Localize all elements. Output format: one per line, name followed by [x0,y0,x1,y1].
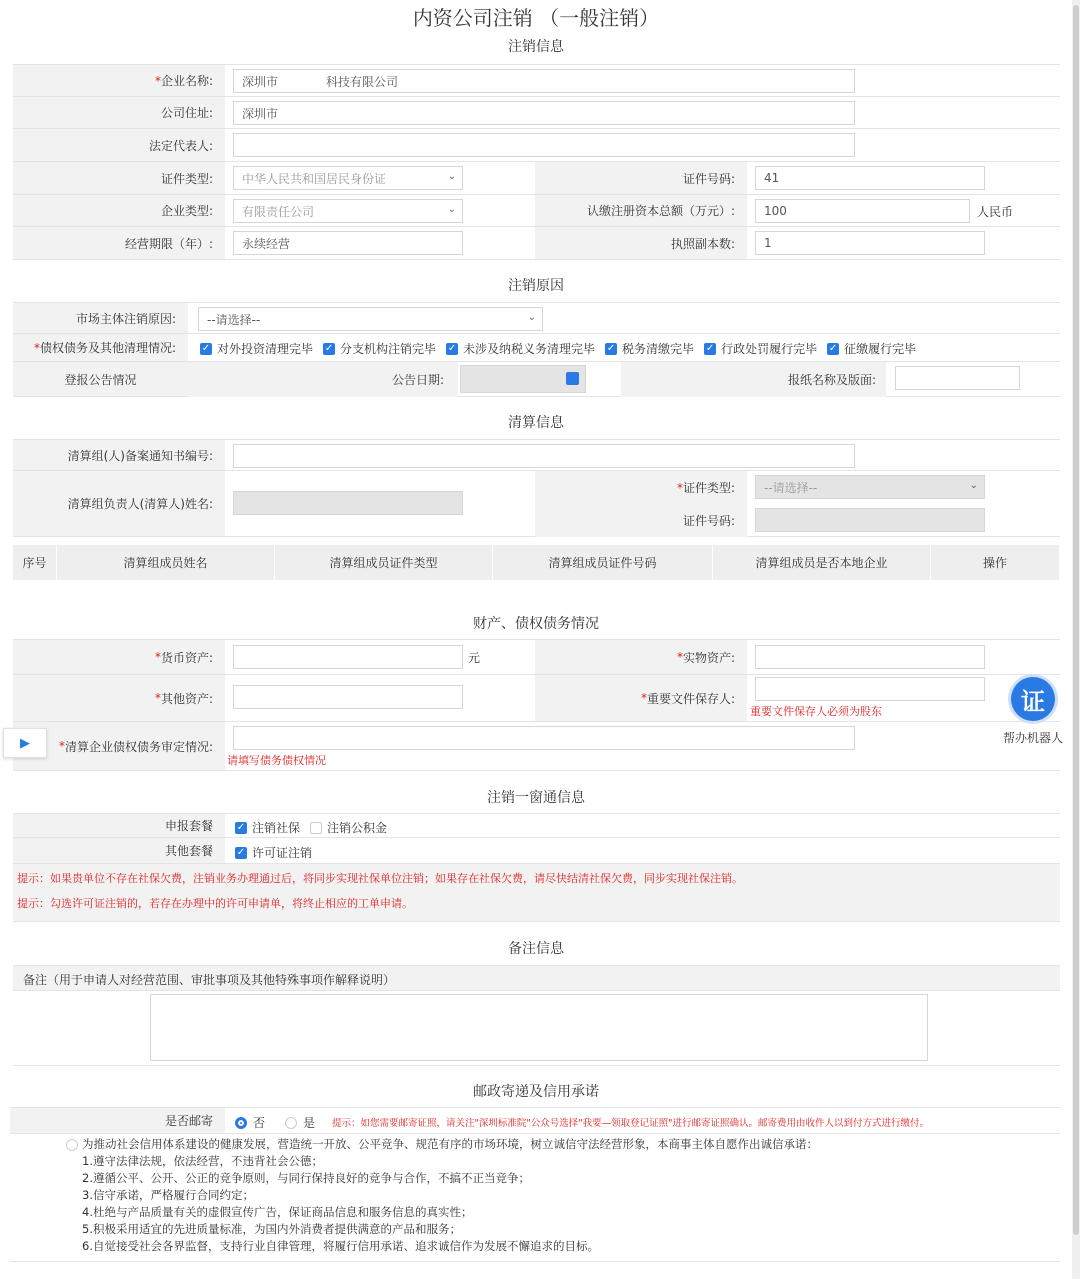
row-other-package [13,838,1060,864]
row-address [13,97,1060,129]
debts-label: * 债权债务及其他清理情况: [13,334,188,361]
th-member-id-type: 清算组成员证件类型 [275,545,493,580]
section-title-remarks: 备注信息 [508,941,564,957]
debts-checkbox-group [200,340,926,357]
section-title-cancel-reason: 注销原因 [508,278,564,294]
debt-checkbox-3[interactable]: ✓ 未涉及纳税义务清理完毕 [447,342,596,356]
mail-tip: 提示：如您需要邮寄证照，请关注"深圳标准院"公众号选择"我要—领取登记证照"进行邮寄证照确认。邮寄费用由收件人以到付方式进行缴付。 [332,1118,929,1129]
company-name-label: * 企业名称: [13,65,225,96]
promise-item: 6.自觉接受社会各界监督，支持行业自律管理，将履行信用承诺、追求诚信作为发展不懈追求的目标。 [82,1239,599,1253]
copies-input[interactable]: 1 [755,231,985,255]
promise-item: 1.遵守法律法规，依法经营，不违背社会公德； [82,1154,323,1168]
review-tip: 请填写债务债权情况 [227,754,326,767]
keeper-input[interactable] [755,677,985,701]
row-mail [10,1107,1060,1134]
copies-label: 执照副本数: [535,227,747,259]
other-assets-input[interactable] [233,685,463,709]
license-cancel-checkbox[interactable]: ✓ 许可证注销 [236,846,313,860]
row-review [13,722,1060,771]
section-title-one-window: 注销一窗通信息 [487,790,585,806]
chevron-down-icon: ⌄ [969,480,978,491]
th-actions: 操作 [931,545,1060,580]
row-announcement [13,362,1060,397]
promise-item: 2.遵循公平、公开、公正的竞争原则，与同行保持良好的竞争与合作，不搞不正当竞争； [82,1171,530,1185]
notice-no-input[interactable] [233,444,855,468]
other-assets-label: * 其他资产: [13,675,225,721]
review-label: * 清算企业债权债务审定情况: [13,722,225,770]
paper-input[interactable] [895,366,1020,390]
radio-unchecked-icon [285,1117,297,1129]
row-reason [13,302,1060,334]
package-options [235,819,397,836]
checkbox-checked-icon: ✓ [828,342,838,354]
legal-rep-input[interactable] [233,133,855,157]
currency-unit: 元 [468,651,481,665]
term-input[interactable]: 永续经营 [233,231,463,255]
row-debts [13,334,1060,362]
row-legal-rep [13,129,1060,162]
row-package [13,813,1060,838]
checkbox-unchecked-icon [310,822,322,834]
promise-text [82,1136,818,1255]
debt-checkbox-4[interactable]: ✓ 税务清缴完毕 [606,342,695,356]
checkbox-checked-icon: ✓ [236,821,246,833]
capital-input[interactable]: 100 [755,199,970,223]
page-title: 内资公司注销 （一般注销） [412,6,660,30]
other-package-label: 其他套餐 [13,838,225,863]
checkbox-checked-icon: ✓ [324,342,334,354]
other-package-options [235,844,322,861]
th-member-id-no: 清算组成员证件号码 [493,545,713,580]
th-index: 序号 [13,545,57,580]
reason-label: 市场主体注销原因: [13,303,188,333]
row-id [13,162,1060,195]
chevron-down-icon: ⌄ [447,204,456,215]
notice-no-label: 清算组(人)备案通知书编号: [13,440,225,470]
promise-intro: 为推动社会信用体系建设的健康发展，营造统一开放、公平竞争、规范有序的市场环境，树立诚信守法经营形象，本商事主体自愿作出诚信承诺： [82,1137,818,1151]
reason-select[interactable]: --请选择-- ⌄ [198,307,543,331]
leader-id-type-select[interactable]: --请选择-- ⌄ [755,475,985,499]
debt-checkbox-2[interactable]: ✓ 分支机构注销完毕 [324,342,437,356]
robot-label[interactable]: 帮办机器人 [1003,731,1064,745]
keeper-tip: 重要文件保存人必须为股东 [750,705,882,718]
keeper-label: * 重要文件保存人: [535,675,747,721]
th-member-local: 清算组成员是否本地企业 [713,545,931,580]
capital-label: 认缴注册资本总额（万元）: [535,195,747,226]
cancel-housing-fund-checkbox[interactable]: 注销公积金 [310,819,387,836]
id-number-input[interactable]: 41 [755,166,985,190]
scrollbar-thumb[interactable] [1073,5,1079,1235]
promise-item: 3.信守承诺，严格履行合同约定； [82,1188,254,1202]
promise-agree-radio[interactable] [66,1139,78,1151]
social-security-tip: 提示：如果贵单位不存在社保欠费，注销业务办理通过后，将同步实现社保单位注销；如果存在社保欠费，请尽快结清社保欠费，同步实现社保注销。 [17,872,743,885]
paper-label: 报纸名称及版面: [621,362,886,397]
radio-checked-icon [235,1117,247,1129]
currency-label: * 货币资产: [13,640,225,674]
promise-item: 5.积极采用适宜的先进质量标准，为国内外消费者提供满意的产品和服务； [82,1222,461,1236]
row-company-name [13,64,1060,97]
leader-name-input[interactable] [233,491,463,515]
promise-panel [10,1134,1060,1262]
expand-panel-icon[interactable]: ▶︎ [3,728,47,758]
legal-rep-label: 法定代表人: [13,129,225,161]
row-leader [13,471,1060,537]
address-input[interactable]: 深圳市 [233,101,855,125]
announcement-label: 登报公告情况 [13,362,188,396]
announce-date-input[interactable] [460,365,586,393]
calendar-icon[interactable] [566,372,579,385]
physical-label: * 实物资产: [535,640,747,674]
row-currency [13,639,1060,675]
company-type-select[interactable]: 有限责任公司 ⌄ [233,199,463,223]
section-title-postal: 邮政寄递及信用承诺 [473,1084,599,1100]
promise-item: 4.杜绝与产品质量有关的虚假宣传广告，保证商品信息和服务信息的真实性； [82,1205,473,1219]
section-title-liquidation: 清算信息 [508,415,564,431]
physical-input[interactable] [755,645,985,669]
row-one-window-tips [13,864,1060,922]
row-term [13,227,1060,260]
checkbox-checked-icon: ✓ [236,846,246,858]
row-notice-no [13,439,1060,471]
id-type-label: 证件类型: [13,162,225,194]
members-table-header [13,545,1060,580]
robot-assistant-icon[interactable]: 证 [1011,677,1055,721]
row-company-type [13,195,1060,227]
leader-id-no-input[interactable] [755,508,985,532]
company-type-label: 企业类型: [13,195,225,226]
th-member-name: 清算组成员姓名 [57,545,275,580]
checkbox-checked-icon: ✓ [201,342,211,354]
cancel-social-security-checkbox[interactable]: ✓ 注销社保 [236,821,301,835]
section-title-assets: 财产、债权债务情况 [473,616,599,632]
address-label: 公司住址: [13,97,225,128]
checkbox-checked-icon: ✓ [447,342,457,354]
row-other [13,675,1060,722]
leader-id-type-label: * 证件类型: [535,471,747,504]
license-tip: 提示：勾选许可证注销的，若存在办理中的许可申请单，将终止相应的工单申请。 [17,897,413,910]
id-number-label: 证件号码: [535,162,747,194]
debt-checkbox-6[interactable]: ✓ 征缴履行完毕 [828,342,917,356]
debt-checkbox-1[interactable]: ✓ 对外投资清理完毕 [201,342,314,356]
package-label: 申报套餐 [13,814,225,837]
debt-checkbox-5[interactable]: ✓ 行政处罚履行完毕 [705,342,818,356]
section-title-cancel-info: 注销信息 [508,39,564,55]
capital-unit: 人民币 [977,205,1014,219]
term-label: 经营期限（年）: [13,227,225,259]
checkbox-checked-icon: ✓ [705,342,715,354]
mail-yes-radio[interactable]: 是 [285,1114,315,1131]
remarks-label: 备注（用于申请人对经营范围、审批事项及其他特殊事项作解释说明） [23,973,396,987]
chevron-down-icon: ⌄ [527,312,536,323]
checkbox-checked-icon: ✓ [606,342,616,354]
leader-name-label: 清算组负责人(清算人)姓名: [13,471,225,536]
mail-label: 是否邮寄 [10,1108,225,1133]
row-remarks-input [13,991,1060,1066]
leader-id-no-label: 证件号码: [535,504,747,537]
id-type-select[interactable]: 中华人民共和国居民身份证 ⌄ [233,166,463,190]
review-input[interactable] [233,726,855,750]
company-name-input[interactable]: 深圳市 科技有限公司 [233,69,855,93]
mail-no-radio[interactable]: 否 [235,1114,265,1131]
announce-date-label: 公告日期: [188,362,458,397]
row-remarks-label [13,965,1060,991]
chevron-down-icon: ⌄ [447,171,456,182]
currency-input[interactable] [233,645,463,669]
remarks-textarea[interactable] [150,994,928,1061]
